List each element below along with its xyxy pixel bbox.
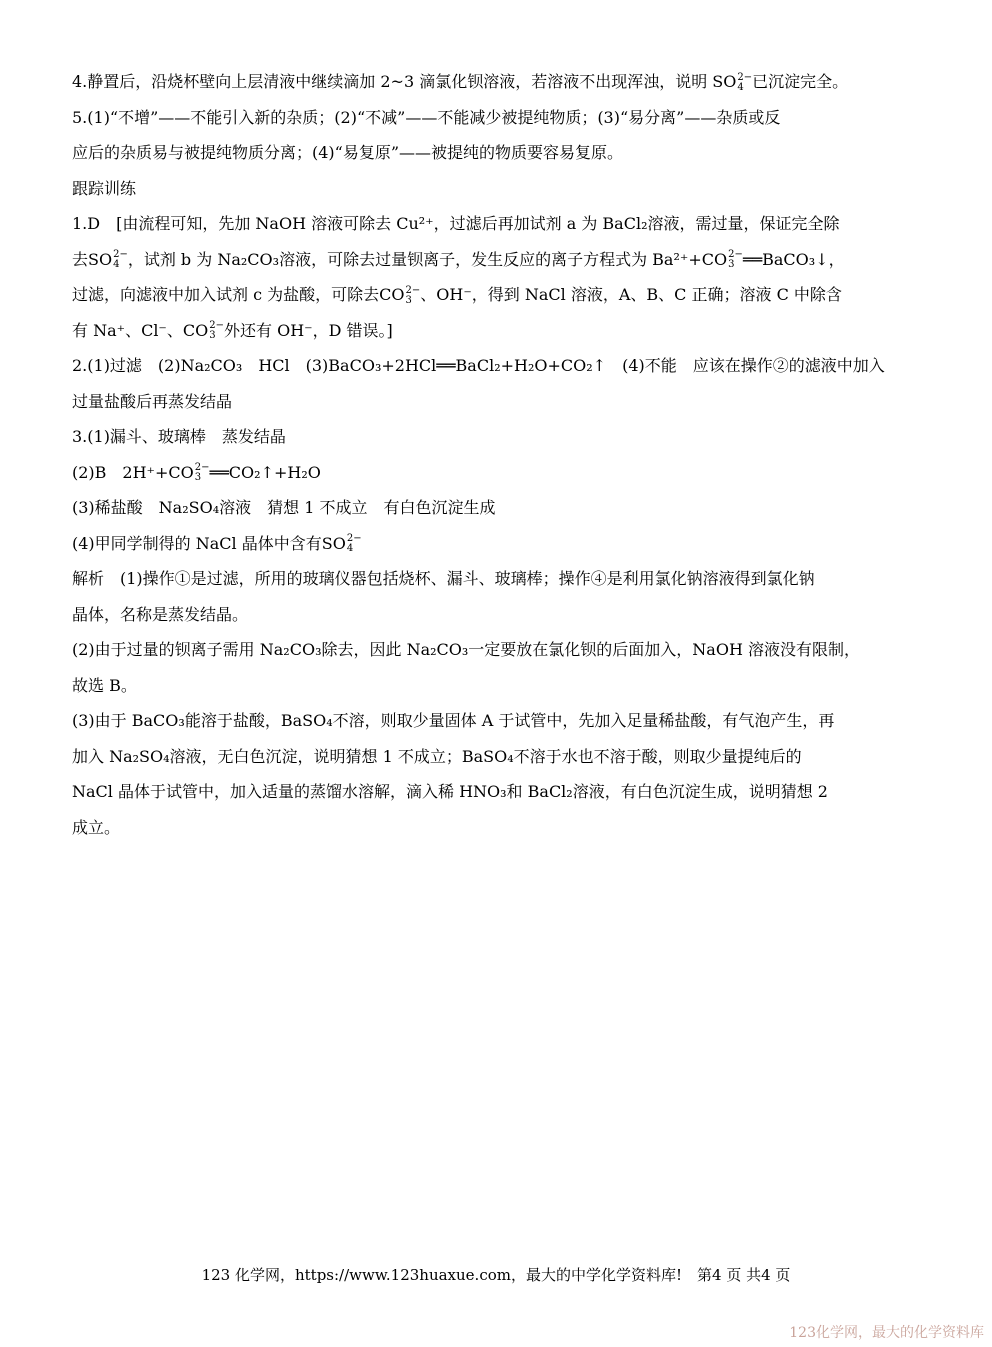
text-line-5: 1.D [由流程可知，先加 NaOH 溶液可除去 Cu²⁺，过滤后再加试剂 a 为 BaCl₂溶液，需过量，保证完全除 bbox=[72, 214, 840, 233]
document-body bbox=[72, 64, 932, 845]
text-line-10: 过量盐酸后再蒸发结晶 bbox=[72, 391, 233, 411]
text-segment: (4)甲同学制得的 NaCl 晶体中含有 bbox=[72, 533, 322, 553]
text-line-8 bbox=[72, 313, 932, 349]
carbonate-ion: CO 2− 3 bbox=[379, 284, 421, 306]
text-line-14 bbox=[72, 526, 932, 562]
watermark: 123化学网，最大的化学资料库 bbox=[789, 1325, 984, 1341]
text-line-19: (3)由于 BaCO₃能溶于盐酸，BaSO₄不溶，则取少量固体 A 于试管中，先加入足量稀盐酸，有气泡产生，再 bbox=[72, 711, 835, 730]
sulfate-ion: SO 2− 4 bbox=[712, 71, 753, 93]
text-line-18: 故选 B。 bbox=[72, 675, 137, 695]
sulfate-ion: SO 2− 4 bbox=[88, 249, 128, 270]
carbonate-ion: CO 2− 3 bbox=[168, 462, 210, 483]
page-footer: 123 化学网，https://www.123huaxue.com，最大的中学化学资料库! 第4 页 共4 页 bbox=[201, 1266, 791, 1284]
text-line-13: (3)稀盐酸 Na₂SO₄溶液 猜想 1 不成立 有白色沉淀生成 bbox=[72, 498, 496, 517]
text-line-21: NaCl 晶体于试管中，加入适量的蒸馏水溶解，滴入稀 HNO₃和 BaCl₂溶液，有白色沉淀生成，说明猜想 2 bbox=[72, 782, 828, 801]
text-segment: (2)B 2H⁺+ bbox=[72, 462, 169, 482]
text-line-16: 晶体，名称是蒸发结晶。 bbox=[72, 604, 249, 624]
text-line-3: 应后的杂质易与被提纯物质分离；(4)“易复原”——被提纯的物质要容易复原。 bbox=[72, 143, 624, 162]
text-line-9: 2.(1)过滤 (2)Na₂CO₃ HCl (3)BaCO₃+2HCl══BaCl₂+H₂O+CO₂↑ (4)不能 应该在操作②的滤液中加入 bbox=[72, 356, 885, 375]
text-segment: 、OH⁻，得到 NaCl 溶液，A、B、C 正确；溶液 C 中除含 bbox=[420, 285, 842, 304]
text-segment: 已沉淀完全。 bbox=[752, 72, 849, 91]
text-line-15: 解析 (1)操作①是过滤，所用的玻璃仪器包括烧杯、漏斗、玻璃棒；操作④是利用氯化钠溶液得到氯化钠 bbox=[72, 569, 815, 588]
section-heading: 跟踪训练 bbox=[72, 178, 137, 198]
text-segment: 过滤，向滤液中加入试剂 c 为盐酸，可除去 bbox=[72, 285, 380, 304]
carbonate-ion: CO 2− 3 bbox=[182, 320, 224, 341]
carbonate-ion: CO 2− 3 bbox=[701, 249, 743, 270]
text-segment: ══CO₂↑+H₂O bbox=[209, 462, 321, 482]
text-segment: 4.静置后，沿烧杯壁向上层清液中继续滴加 2~3 滴氯化钡溶液，若溶液不出现浑浊，说明 bbox=[72, 72, 713, 91]
text-line-6 bbox=[72, 242, 932, 278]
text-segment: 有 Na⁺、Cl⁻、 bbox=[72, 320, 183, 340]
text-line-17: (2)由于过量的钡离子需用 Na₂CO₃除去，因此 Na₂CO₃一定要放在氯化钡的后面加入，NaOH 溶液没有限制， bbox=[72, 640, 860, 659]
text-segment: 去 bbox=[72, 249, 89, 269]
text-line-11: 3.(1)漏斗、玻璃棒 蒸发结晶 bbox=[72, 427, 286, 446]
text-line-1 bbox=[72, 64, 932, 100]
text-segment: ══BaCO₃↓， bbox=[742, 249, 845, 269]
sulfate-ion: SO 2− 4 bbox=[321, 533, 362, 554]
text-segment: ，试剂 b 为 Na₂CO₃溶液，可除去过量钡离子，发生反应的离子方程式为 Ba²⁺+ bbox=[127, 249, 702, 269]
text-line-22: 成立。 bbox=[72, 817, 121, 837]
text-line-7 bbox=[72, 277, 932, 313]
text-line-2: 5.(1)“不增”——不能引入新的杂质；(2)“不减”——不能减少被提纯物质；(3)“易分离”——杂质或反 bbox=[72, 107, 781, 127]
text-segment: 外还有 OH⁻，D 错误。] bbox=[224, 320, 393, 340]
text-line-20: 加入 Na₂SO₄溶液，无白色沉淀，说明猜想 1 不成立；BaSO₄不溶于水也不溶于酸，则取少量提纯后的 bbox=[72, 746, 802, 766]
text-line-12 bbox=[72, 455, 932, 491]
